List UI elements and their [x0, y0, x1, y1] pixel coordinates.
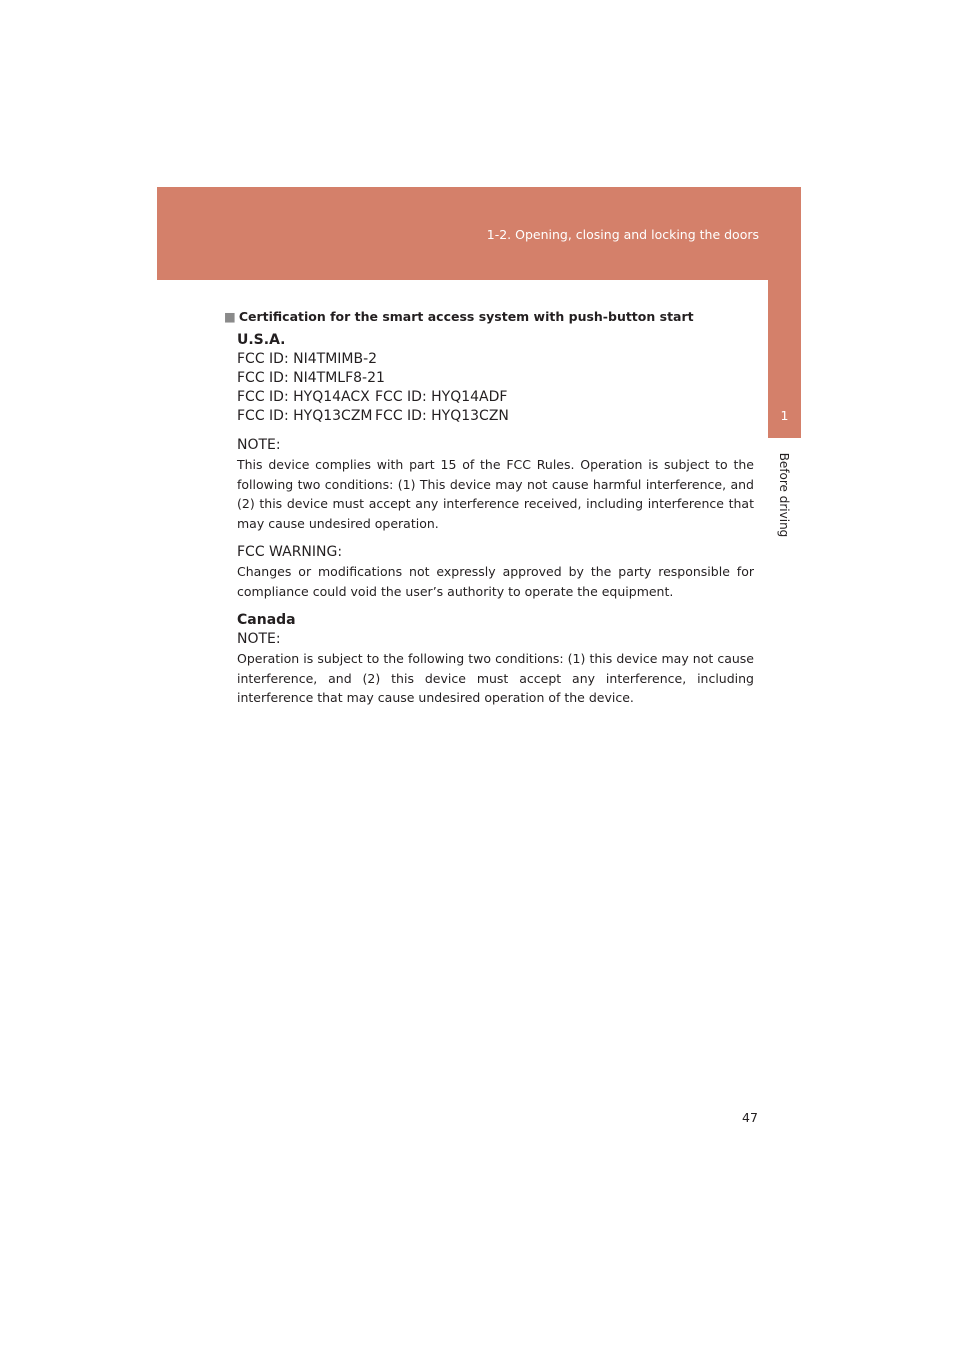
- usa-block: [224, 331, 754, 708]
- fcc-id: FCC ID: HYQ14ADF: [375, 389, 508, 405]
- page-number: 47: [742, 1110, 758, 1125]
- fcc-id: FCC ID: HYQ14ACX: [237, 389, 370, 405]
- canada-note-text: Operation is subject to the following two conditions: (1) this device may not cause interference, and (2) this device must accept any interference, including interference that may cause undesired operation of the device.: [237, 651, 754, 705]
- usa-label: U.S.A.: [237, 332, 286, 348]
- note-label: NOTE:: [237, 437, 281, 453]
- square-bullet-icon: ■: [224, 309, 236, 324]
- chapter-label: Before driving: [777, 452, 791, 538]
- header-band: [157, 187, 801, 280]
- warning-label: FCC WARNING:: [237, 544, 343, 560]
- warning-text: Changes or modifications not expressly approved by the party responsible for compliance could void the user’s authority to operate the equipment.: [237, 564, 754, 599]
- fcc-id: FCC ID: NI4TMLF8-21: [237, 370, 385, 386]
- fcc-id-row: [237, 388, 754, 407]
- fcc-id: FCC ID: HYQ13CZN: [375, 408, 509, 424]
- note-text: This device complies with part 15 of the FCC Rules. Operation is subject to the following two conditions: (1) This device may not cause harmful interference, and (2) this device must accept any interference received, including interference that may cause undesired operation.: [237, 457, 754, 531]
- chapter-number: 1: [780, 408, 789, 423]
- chapter-tab: [768, 280, 801, 438]
- canada-label: Canada: [237, 612, 296, 628]
- content: [224, 309, 754, 708]
- section-heading-text: Certification for the smart access system with push-button start: [238, 309, 694, 324]
- section-title: 1-2. Opening, closing and locking the doors: [486, 227, 759, 242]
- fcc-id: FCC ID: NI4TMIMB-2: [237, 351, 378, 367]
- canada-note-label: NOTE:: [237, 631, 281, 647]
- fcc-id: FCC ID: HYQ13CZM: [237, 408, 373, 424]
- fcc-id-row: [237, 407, 754, 426]
- section-heading: [224, 309, 754, 324]
